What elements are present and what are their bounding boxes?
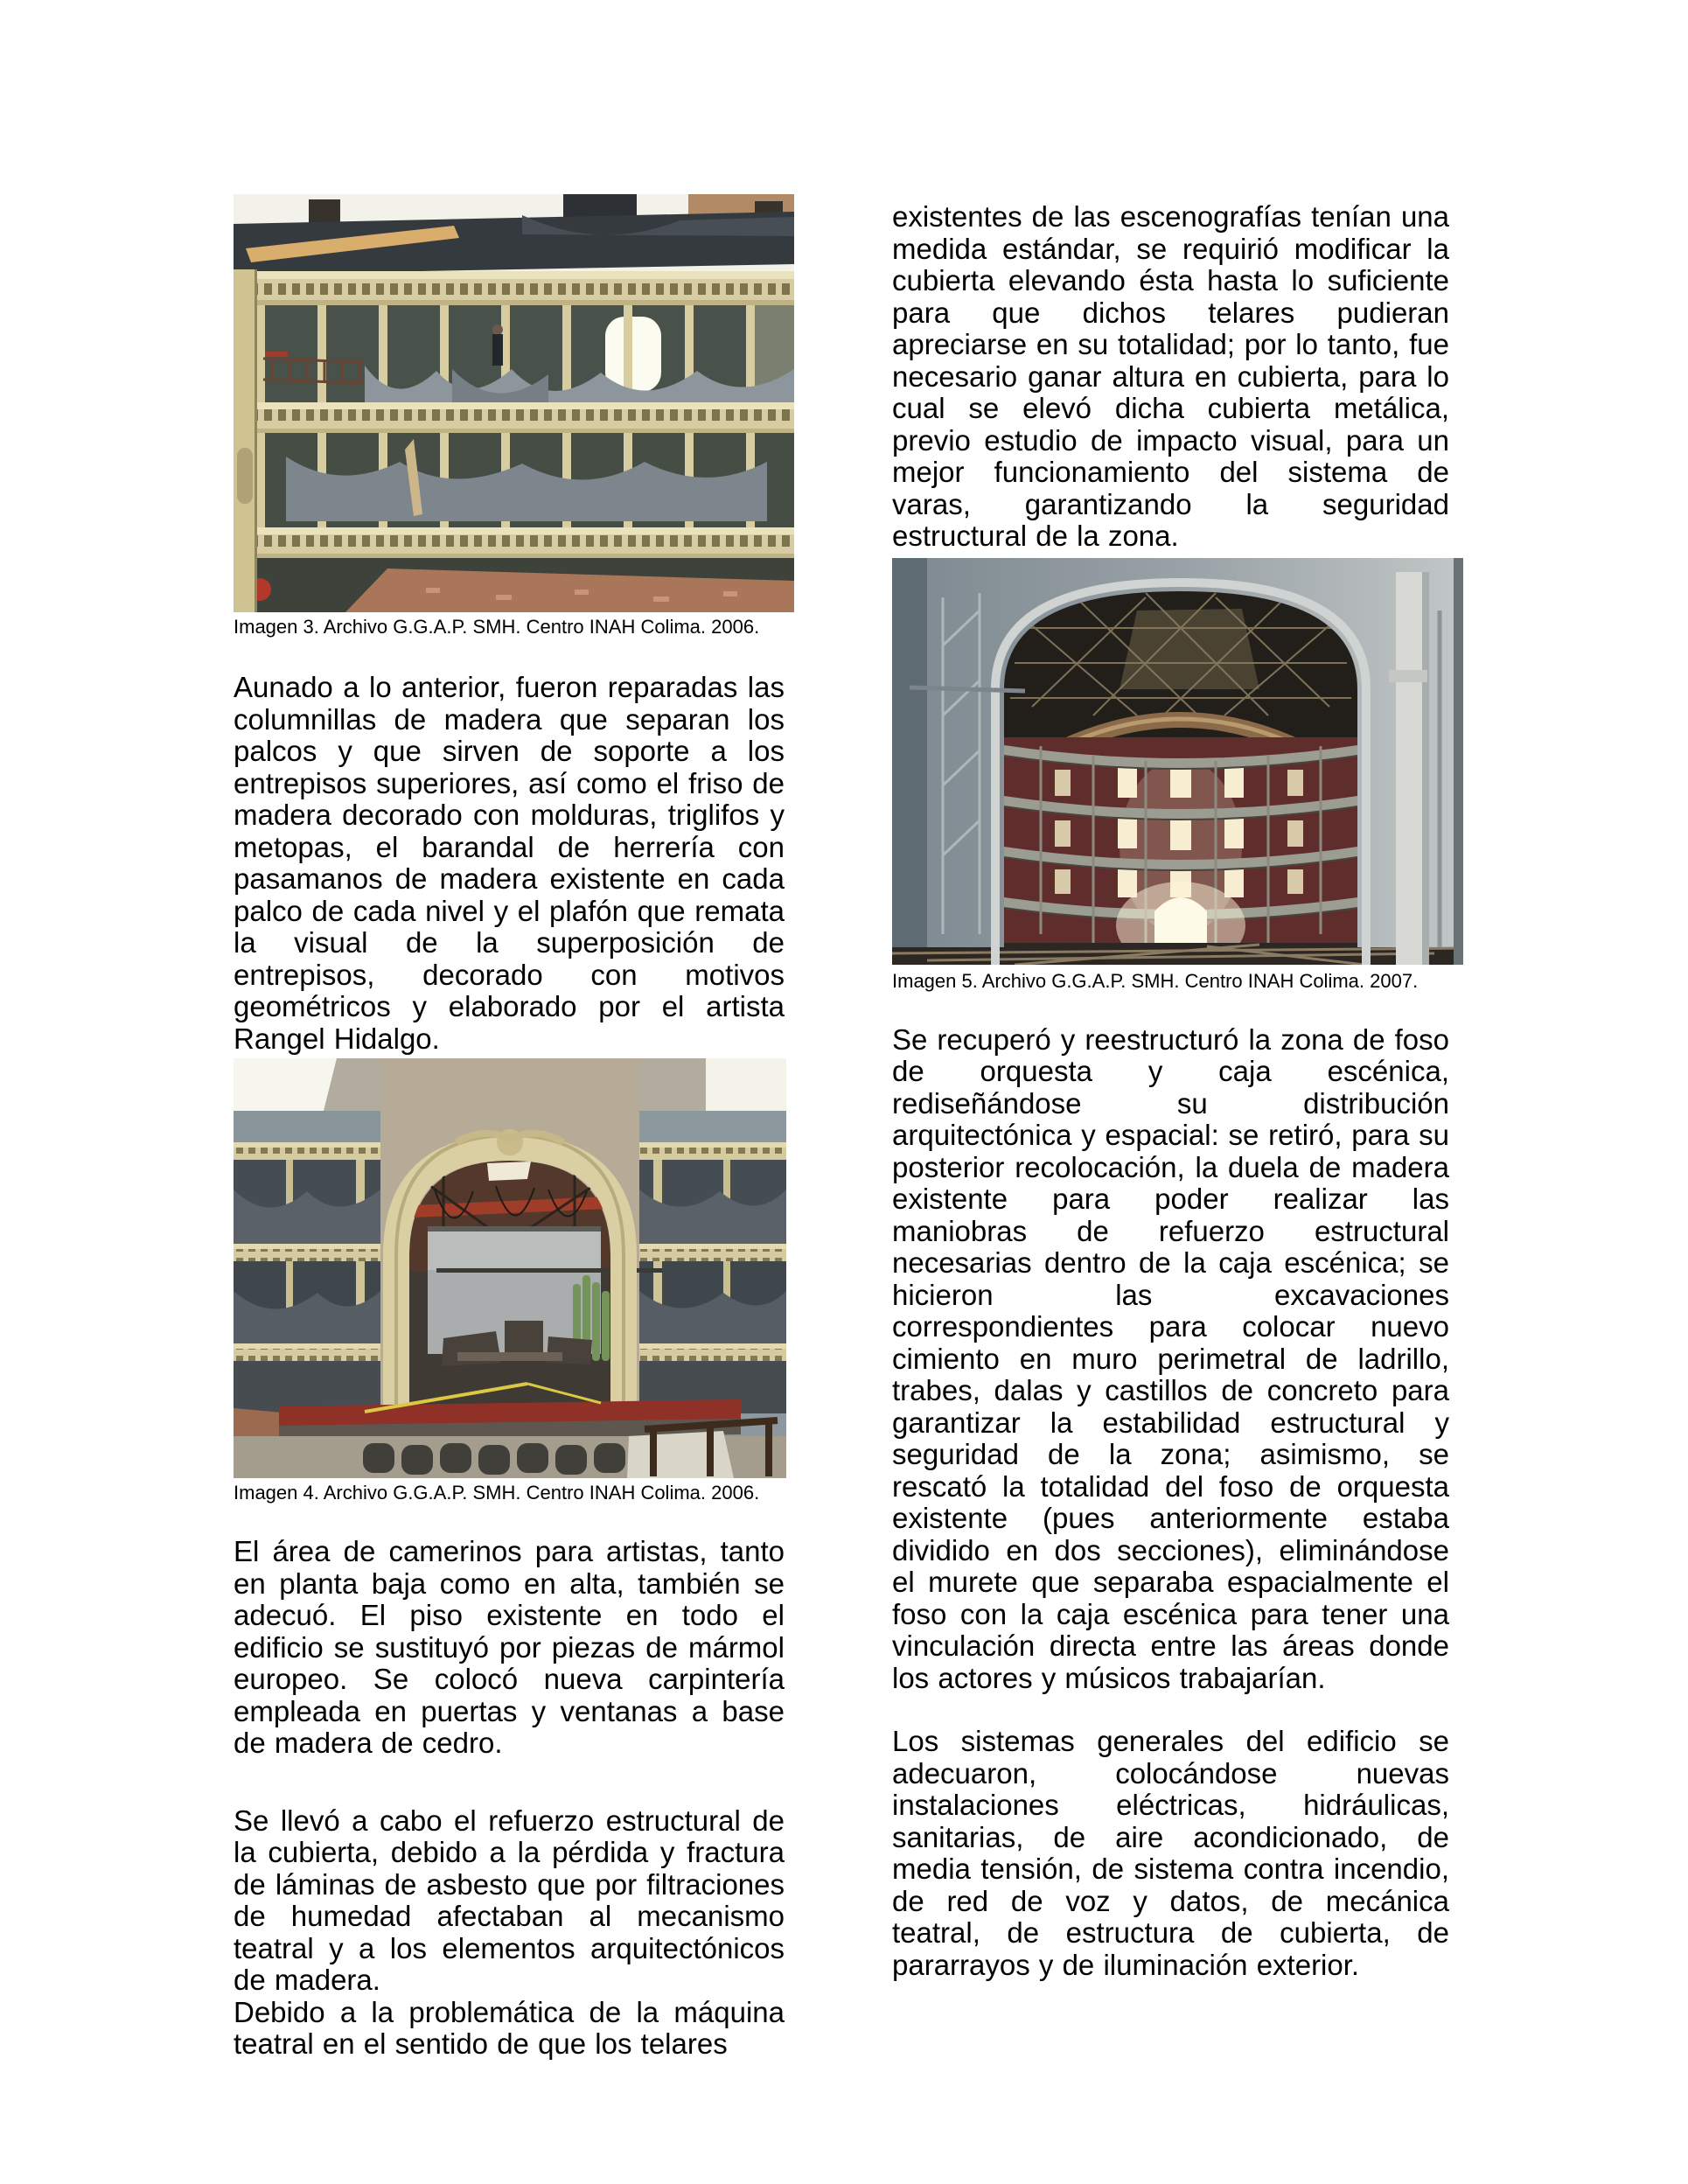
imagen-3-figure <box>234 194 785 638</box>
imagen-4-figure <box>234 1058 785 1504</box>
imagen-3-caption: Imagen 3. Archivo G.G.A.P. SMH. Centro INAH Colima. 2006. <box>234 616 760 638</box>
imagen-5-photo <box>892 558 1463 965</box>
imagen-5-caption: Imagen 5. Archivo G.G.A.P. SMH. Centro INAH Colima. 2007. <box>892 969 1419 992</box>
imagen-5-figure <box>892 558 1449 993</box>
imagen-4-photo <box>234 1058 786 1478</box>
paragraph-reparaciones: Aunado a lo anterior, fueron reparadas las columnillas de madera que separan los palcos y que sirven de soporte a los entrepisos superiores, así como el friso de madera decorado con molduras, triglifos y metopas, el barandal de herrería con pasamanos de madera existente en cada palco de cada nivel y el plafón que remata la visual de la superposición de entrepisos, decorado con motivos geométricos y elaborado por el artista Rangel Hidalgo. <box>234 671 785 1055</box>
imagen-4-caption: Imagen 4. Archivo G.G.A.P. SMH. Centro INAH Colima. 2006. <box>234 1482 760 1504</box>
paragraph-foso-orquesta: Se recuperó y reestructuró la zona de foso de orquesta y caja escénica, rediseñándose su distribución arquitectónica y espacial: se retiró, para su posterior recolocación, la duela de madera existente para poder realizar las maniobras de refuerzo estructural necesarias dentro de la caja escénica; se hicieron las excavaciones correspondientes para colocar nuevo cimiento en muro perimetral de ladrillo, trabes, dalas y castillos de concreto para garantizar la estabilidad estructural y seguridad de la zona; asimismo, se rescató la totalidad del foso de orquesta existente (pues anteriormente estaba dividido en dos secciones), eliminándose el murete que separaba espacialmente el foso con la caja escénica para tener una vinculación directa entre las áreas donde los actores y músicos trabajarían. <box>892 1022 1449 1694</box>
paragraph-refuerzo-cubierta: Se llevó a cabo el refuerzo estructural de la cubierta, debido a la pérdida y fractura de láminas de asbesto que por filtraciones de humedad afectaban al mecanismo teatral y a los elementos arquitectónicos de madera. <box>234 1804 785 1996</box>
right-column <box>892 194 1449 1981</box>
paragraph-telares: existentes de las escenografías tenían una medida estándar, se requirió modificar la cubierta elevando ésta hasta lo suficiente para que dichos telares pudieran apreciarse en su totalidad; por lo tanto, fue necesario ganar altura en cubierta, para lo cual se elevó dicha cubierta metálica, previo estudio de impacto visual, para un mejor funcionamiento del sistema de varas, garantizando la seguridad estructural de la zona. <box>892 200 1449 552</box>
imagen-3-photo <box>234 194 794 612</box>
paragraph-camerinos: El área de camerinos para artistas, tanto en planta baja como en alta, también se adecuó. El piso existente en todo el edificio se sustituyó por piezas de mármol europeo. Se colocó nueva carpintería empleada en puertas y ventanas a base de madera de cedro. <box>234 1535 785 1759</box>
paragraph-sistemas-generales: Los sistemas generales del edificio se adecuaron, colocándose nuevas instalaciones eléctricas, hidráulicas, sanitarias, de aire acondicionado, de media tensión, de sistema contra incendio, de red de voz y datos, de mecánica teatral, de estructura de cubierta, de pararrayos y de iluminación exterior. <box>892 1725 1449 1981</box>
paragraph-maquina-teatral: Debido a la problemática de la máquina teatral en el sentido de que los telares <box>234 1995 785 2060</box>
left-column <box>234 194 785 2061</box>
